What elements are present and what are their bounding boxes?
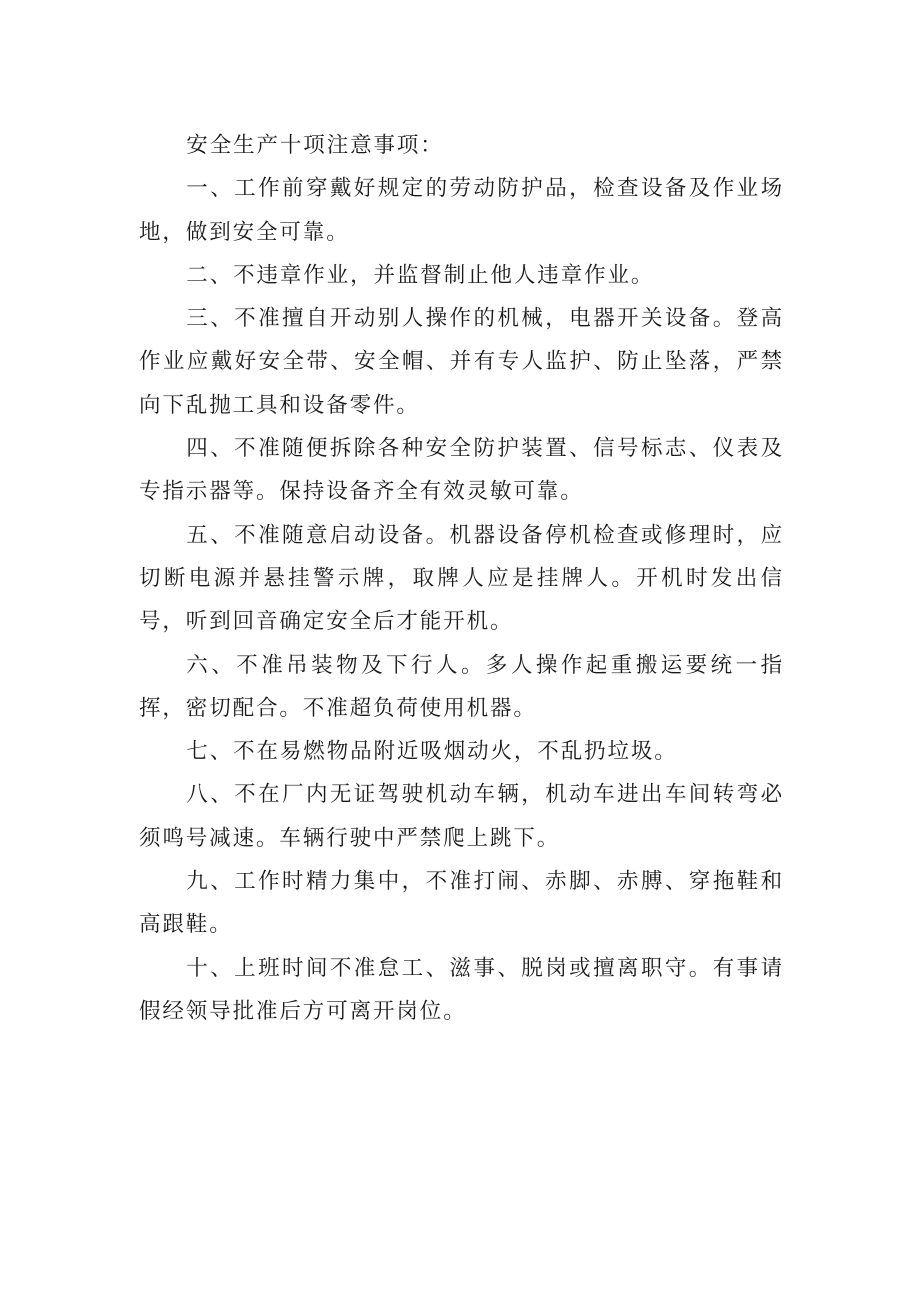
rule-item-9: 九、工作时精力集中，不准打闹、赤脚、赤膊、穿拖鞋和高跟鞋。 <box>139 869 784 938</box>
rule-item-10: 十、上班时间不准怠工、滋事、脱岗或擅离职守。有事请假经领导批准后方可离开岗位。 <box>139 955 784 1024</box>
rule-item-2: 二、不违章作业，并监督制止他人违章作业。 <box>186 262 655 288</box>
document-body <box>139 124 784 1033</box>
rule-item-8: 八、不在厂内无证驾驶机动车辆，机动车进出车间转弯必须鸣号减速。车辆行驶中严禁爬上跳下。 <box>139 782 784 851</box>
rule-item-5: 五、不准随意启动设备。机器设备停机检查或修理时，应切断电源并悬挂警示牌，取牌人应是挂牌人。开机时发出信号，听到回音确定安全后才能开机。 <box>139 522 784 635</box>
rule-item-6: 六、不准吊装物及下行人。多人操作起重搬运要统一指挥，密切配合。不准超负荷使用机器。 <box>139 652 784 721</box>
rule-item-1: 一、工作前穿戴好规定的劳动防护品，检查设备及作业场地，做到安全可靠。 <box>139 176 784 245</box>
rule-item-4: 四、不准随便拆除各种安全防护装置、信号标志、仪表及专指示器等。保持设备齐全有效灵敏可靠。 <box>139 436 784 505</box>
rule-item-7: 七、不在易燃物品附近吸烟动火，不乱扔垃圾。 <box>186 739 678 765</box>
document-heading: 安全生产十项注意事项： <box>186 133 444 158</box>
rule-item-3: 三、不准擅自开动别人操作的机械，电器开关设备。登高作业应戴好安全带、安全帽、并有专人监护、防止坠落，严禁向下乱抛工具和设备零件。 <box>139 306 784 418</box>
